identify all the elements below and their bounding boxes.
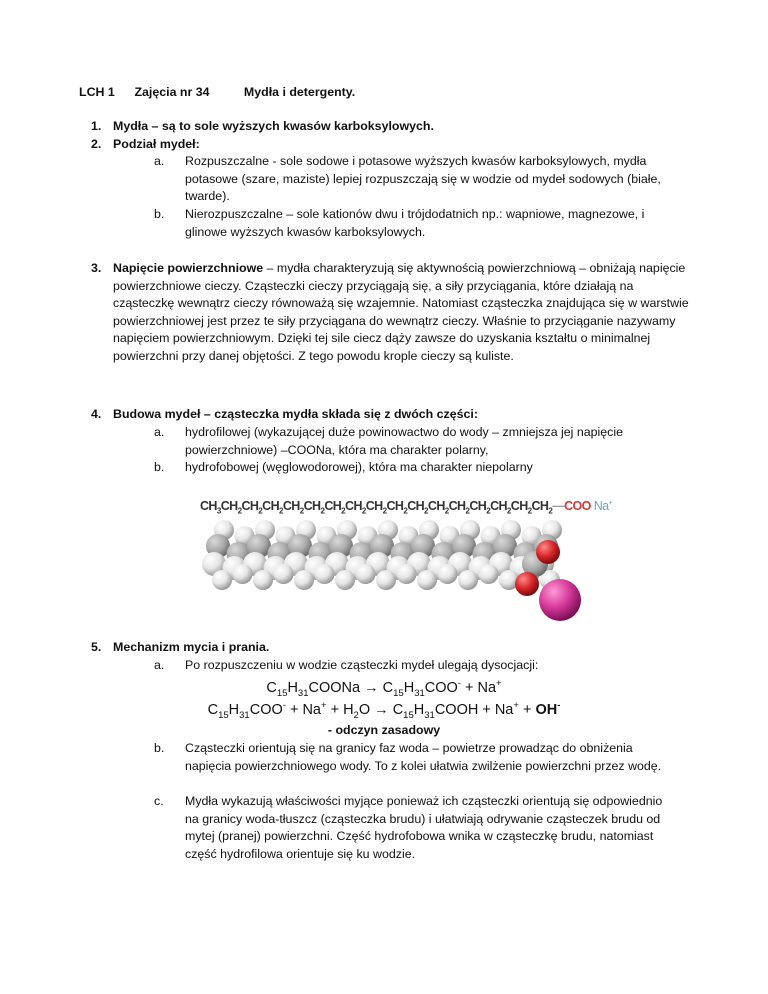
eq1-cation: Na+ [477, 678, 502, 696]
item-letter: a. [154, 658, 165, 672]
item-number: 2. [91, 137, 102, 151]
section-5-title: Mechanizm mycia i prania. [113, 640, 270, 654]
hydrogen-atom [438, 564, 458, 584]
item-letter: b. [154, 741, 165, 755]
soap-structural-formula: $CH_3CH_2CH_2CH_2CH_2CH_2CH_2CH_2CH_2CH_2CH_2CH_2CH_2CH_2CH_2CH_2CH_2—COO$ Na+ [200, 499, 612, 516]
hydrogen-atom [376, 570, 396, 590]
arrow-icon: → [364, 680, 383, 696]
arrow-icon: → [374, 702, 393, 718]
item-letter: a. [154, 425, 165, 439]
section-3-body [113, 260, 691, 366]
division-b-text: Nierozpuszczalne – sole kationów dwu i trójdodatnich np.: wapniowe, magnezowe, i glinowe wyższych kwasów karboksylowych. [185, 207, 645, 239]
eq1-anion: $C_{15}H_{31}COO^-$ [382, 678, 461, 699]
hydrogen-atom [356, 564, 376, 584]
item-letter: b. [154, 207, 165, 221]
hydrogen-atom [212, 570, 232, 590]
item-letter: b. [154, 460, 165, 474]
hydrogen-atom [479, 564, 499, 584]
section-1-text: Mydła – są to sole wyższych kwasów karboksylowych. [113, 119, 434, 133]
lesson-number: Zajęcia nr 34 [134, 85, 210, 99]
reaction-note: - odczyn zasadowy [327, 723, 441, 737]
structure-a-text: hydrofilowej (wykazującej duże powinowactwo do wody – zmniejsza jej napięcie powierzchniowe) –COONa, która ma charakter polarny, [185, 425, 624, 457]
eq2-left: $C_{15}H_{31}COO^- + Na^+ + H_2O$ [207, 700, 371, 721]
dissociation-equation: $C_{15}H_{31}COONa \to C_{15}H_{31}COO^- + Na^+$ [266, 678, 502, 699]
hydrogen-atom [253, 570, 273, 590]
item-number: 3. [91, 261, 102, 275]
hydrogen-atom [417, 570, 437, 590]
hydrogen-atom [294, 570, 314, 590]
space-filling-model [200, 492, 612, 622]
hydrolysis-equation [0, 701, 768, 719]
division-a-text: Rozpuszczalne - sole sodowe i potasowe wyższych kwasów karboksylowych, mydła potasowe (szare, maziste) lepiej rozpuszczają się w wodzie od mydeł sodowych (białe, twarde). [185, 154, 661, 204]
oxygen-atom [515, 572, 539, 596]
hydrogen-atom [315, 564, 335, 584]
item-letter: c. [154, 794, 164, 808]
mechanism-c-text: Mydła wykazują właściwości myjące ponieważ ich cząsteczki orientują się odpowiednio na granicy woda-tłuszcz (cząsteczka brudu) i ułatwiają odrywanie cząsteczek brudu od mytej (pranej) powierzchni. Część hydrofobowa wnika w cząsteczkę brudu, natomiast część hydrofilowa orientuje się ku wodzie. [185, 794, 663, 861]
hydrogen-atom [458, 570, 478, 590]
soap-molecule-figure [200, 492, 612, 622]
item-number: 1. [91, 119, 102, 133]
section-2-title: Podział mydeł: [113, 137, 200, 151]
hydrogen-atom [274, 564, 294, 584]
oxygen-atom [536, 540, 560, 564]
section-3-title: Napięcie powierzchniowe [113, 261, 264, 275]
item-number: 5. [91, 640, 102, 654]
lesson-topic: Mydła i detergenty. [243, 85, 356, 99]
eq2-right: $C_{15}H_{31}COOH + Na^+ + OH^-$ [392, 700, 561, 721]
eq1-left: $C_{15}H_{31}COONa$ [266, 680, 361, 699]
hydrogen-atom [233, 564, 253, 584]
item-number: 4. [91, 407, 102, 421]
section-4-title: Budowa mydeł – cząsteczka mydła składa się z dwóch części: [113, 407, 478, 421]
hydrogen-atom [397, 564, 417, 584]
structure-b-text: hydrofobowej (węglowodorowej), która ma charakter niepolarny [185, 460, 533, 474]
course-code: LCH 1 [79, 85, 115, 99]
mechanism-b-text: Cząsteczki orientują się na granicy faz woda – powietrze prowadząc do obniżenia napięcia powierzchniowego wody. To z kolei ułatwia zwilżenie powierzchni przez wodę. [185, 741, 662, 773]
lesson-header [79, 84, 355, 102]
section-3-text: – mydła charakteryzują się aktywnością powierzchniową – obniżają napięcie powierzchniowe cieczy. Cząsteczki cieczy przyciągają się, a siły przyciągania, które działają na cząsteczkę wewnątrz cieczy równoważą się wzajemnie. Natomiast cząsteczka znajdująca się w warstwie powierzchniowej jest przez te siły przyciągana do wewnątrz cieczy. Właśnie to przyciąganie nazywamy napięciem powierzchniowym. Dzięki tej sile ciecz dąży zawsze do uzyskania kształtu o minimalnej powierzchni przy danej objętości. Z tego powodu krople cieczy są kuliste. [113, 261, 689, 363]
hydrogen-atom [335, 570, 355, 590]
mechanism-a-text: Po rozpuszczeniu w wodzie cząsteczki mydeł ulegają dysocjacji: [185, 658, 539, 672]
item-letter: a. [154, 154, 165, 168]
sodium-atom [539, 579, 581, 621]
